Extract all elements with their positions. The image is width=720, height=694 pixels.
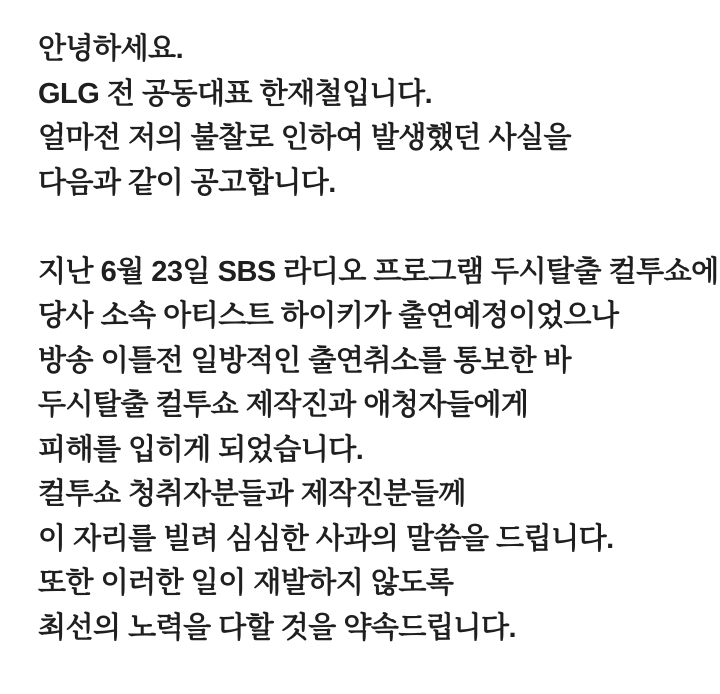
notice-line: 안녕하세요. [38, 33, 184, 65]
notice-line: 다음과 같이 공고합니다. [38, 166, 336, 199]
notice-body-paragraph [38, 250, 719, 651]
notice-greeting-paragraph [38, 27, 700, 205]
notice-line: GLG 전 공동대표 한재철입니다. [38, 77, 433, 110]
notice-line: 지난 6월 23일 SBS 라디오 프로그램 두시탈출 컬투쇼에 [38, 255, 719, 288]
notice-line: 이 자리를 빌려 심심한 사과의 말씀을 드립니다. [38, 522, 614, 555]
notice-line: 피해를 입히게 되었습니다. [38, 433, 364, 466]
notice-line: 얼마전 저의 불찰로 인하여 발생했던 사실을 [38, 122, 572, 154]
notice-line: 또한 이러한 일이 재발하지 않도록 [38, 567, 454, 599]
notice-line: 당사 소속 아티스트 하이키가 출연예정이었으나 [38, 300, 619, 332]
notice-line: 최선의 노력을 다할 것을 약속드립니다. [38, 611, 517, 644]
notice-line: 두시탈출 컬투쇼 제작진과 애청자들에게 [38, 389, 529, 421]
notice-line: 방송 이틀전 일방적인 출연취소를 통보한 바 [38, 344, 572, 377]
notice-line: 컬투쇼 청취자분들과 제작진분들께 [38, 478, 466, 510]
